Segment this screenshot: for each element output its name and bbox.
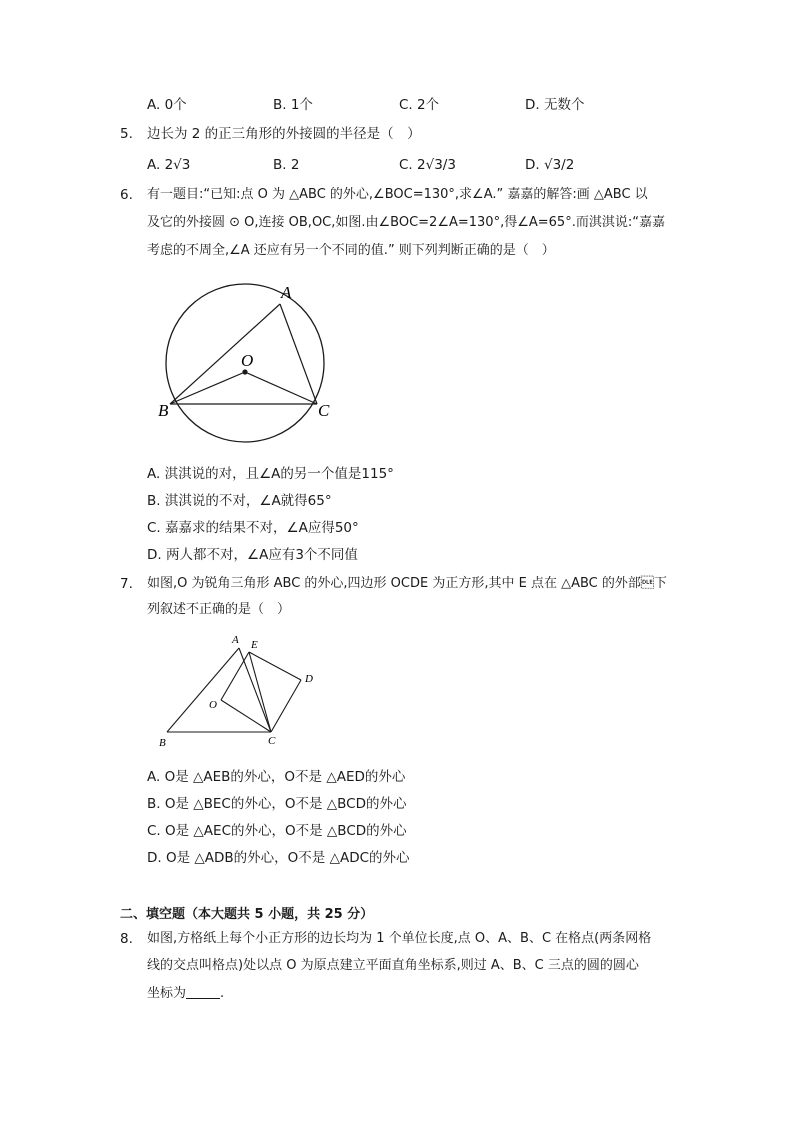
- q7-option-a: A. O是 △AEB的外心，O不是 △AED的外心: [147, 769, 406, 785]
- q7-line-2: 列叙述不正确的是（ ）: [147, 602, 291, 617]
- segment-ab: [170, 304, 280, 404]
- q4-option-b: B. 1个: [273, 97, 313, 113]
- label-a: A: [232, 634, 239, 646]
- label-c: C: [268, 735, 276, 747]
- label-d: D: [305, 673, 313, 685]
- q6-option-d: D. 两人都不对，∠A应有3个不同值: [147, 547, 358, 563]
- segment-ab: [167, 648, 239, 732]
- q5-option-d: D. √3/2: [525, 157, 575, 173]
- q6-line-2: 及它的外接圆 ⊙ O,连接 OB,OC,如图.由∠BOC=2∠A=130°,得∠A=65°.而淇淇说:“嘉嘉: [147, 215, 665, 230]
- q6-number: 6.: [120, 187, 133, 203]
- q7-square-figure: [155, 630, 330, 752]
- q7-line-1: 如图,O 为锐角三角形 ABC 的外心,四边形 OCDE 为正方形,其中 E 点在 △ABC 的外部下: [147, 576, 667, 591]
- q6-circle-figure: [150, 276, 350, 456]
- segment-ed: [249, 652, 301, 680]
- label-e: E: [251, 639, 258, 651]
- label-b: B: [158, 401, 169, 420]
- q4-option-d: D. 无数个: [525, 97, 585, 113]
- q5-number: 5.: [120, 126, 133, 142]
- label-o: O: [209, 699, 217, 711]
- segment-oc: [245, 372, 317, 404]
- q5-text: 边长为 2 的正三角形的外接圆的半径是（ ）: [147, 126, 421, 142]
- q8-line-1: 如图,方格纸上每个小正方形的边长均为 1 个单位长度,点 O、A、B、C 在格点(两条网格: [147, 931, 652, 946]
- segment-ob: [170, 372, 245, 404]
- q8-number: 8.: [120, 931, 133, 947]
- q7-option-d: D. O是 △ADB的外心，O不是 △ADC的外心: [147, 850, 410, 866]
- q8-line-3: [147, 984, 224, 1003]
- q7-option-b: B. O是 △BEC的外心，O不是 △BCD的外心: [147, 796, 407, 812]
- q8-tail: .: [220, 986, 225, 1001]
- answer-blank[interactable]: [186, 984, 220, 999]
- label-o: O: [241, 351, 254, 370]
- q7-number: 7.: [120, 576, 133, 592]
- segment-oe: [221, 652, 249, 700]
- label-a: A: [281, 283, 292, 302]
- q4-option-a: A. 0个: [147, 97, 187, 113]
- q5-option-c: C. 2√3/3: [399, 157, 456, 173]
- section-2-title: 二、填空题（本大题共 5 小题，共 25 分）: [120, 907, 374, 922]
- q6-option-b: B. 淇淇说的不对，∠A就得65°: [147, 493, 332, 509]
- q7-option-c: C. O是 △AEC的外心，O不是 △BCD的外心: [147, 823, 407, 839]
- q8-line-3-text: 坐标为: [147, 986, 187, 1001]
- q5-option-b: B. 2: [273, 157, 300, 173]
- label-b: B: [159, 737, 166, 749]
- center-point-o: [242, 369, 247, 374]
- segment-ac: [280, 304, 317, 404]
- q8-line-2: 线的交点叫格点)处以点 O 为原点建立平面直角坐标系,则过 A、B、C 三点的圆的圆心: [147, 958, 639, 973]
- q6-line-1: 有一题目:“已知:点 O 为 △ABC 的外心,∠BOC=130°,求∠A.” 嘉嘉的解答:画 △ABC 以: [147, 187, 648, 202]
- q6-option-c: C. 嘉嘉求的结果不对，∠A应得50°: [147, 520, 359, 536]
- q6-option-a: A. 淇淇说的对，且∠A的另一个值是115°: [147, 466, 394, 482]
- segment-dc: [271, 680, 301, 732]
- label-c: C: [318, 401, 330, 420]
- q6-line-3: 考虑的不周全,∠A 还应有另一个不同的值.” 则下列判断正确的是（ ）: [147, 243, 555, 258]
- q4-option-c: C. 2个: [399, 97, 440, 113]
- q5-option-a: A. 2√3: [147, 157, 191, 173]
